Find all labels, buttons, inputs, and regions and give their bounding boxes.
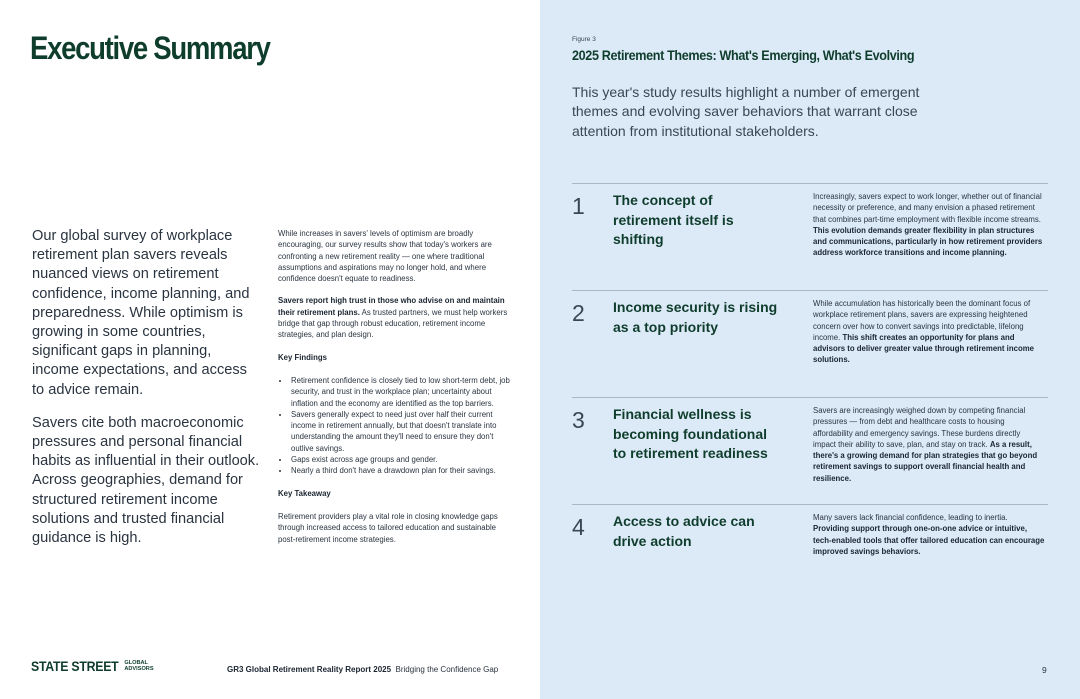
theme-heading: Access to advice can drive action xyxy=(613,513,755,549)
theme-description-bold: This shift creates an opportunity for plans and advisors to deliver greater value through retirement income solutions. xyxy=(813,332,1034,365)
theme-description-text: Many savers lack financial confidence, leading to inertia. xyxy=(813,513,1008,522)
logo-subtext-line-1: GLOBAL xyxy=(124,659,148,666)
theme-row xyxy=(572,290,1048,397)
logo-wordmark: STATE STREET xyxy=(31,658,119,674)
footer-report-subtitle: Bridging the Confidence Gap xyxy=(395,665,499,674)
theme-description-bold: This evolution demands greater flexibility in plan structures and communications, particularly in how retirement providers address workforce transitions and income planning. xyxy=(813,225,1043,258)
theme-description-bold: Providing support through one-on-one advice or intuitive, tech-enabled tools that offer tailored education can encourage improved savings behaviors. xyxy=(813,524,1045,556)
footer-report-name: GR3 Global Retirement Reality Report 2025 xyxy=(227,665,392,674)
key-takeaway-text: Retirement providers play a vital role in closing knowledge gaps through increased access to tailored education and sustainable post-retirement income strategies. xyxy=(278,511,498,544)
theme-number: 4 xyxy=(572,514,585,540)
theme-description-bold: As a result, there's a growing demand for plan strategies that go beyond retirement savings to support overall financial health and resilience. xyxy=(813,439,1038,483)
intro-paragraph-2: Savers cite both macroeconomic pressures and personal financial habits as influential in their outlook. Across geographies, demand for structured retirement income solutions and trusted financial guidance is high. xyxy=(32,414,260,547)
theme-heading: The concept of retirement itself is shifting xyxy=(613,192,734,248)
summary-paragraph-2-bold: Savers report high trust in those who advise on and maintain their retirement plans. xyxy=(278,296,505,317)
theme-row xyxy=(572,504,1048,585)
footer-report-title xyxy=(227,665,498,674)
theme-number: 3 xyxy=(572,407,585,433)
theme-description xyxy=(813,512,1045,557)
summary-column xyxy=(278,228,510,556)
theme-row xyxy=(572,183,1048,290)
finding-item: • Gaps exist across age groups and gender. xyxy=(290,454,510,465)
page-title: Executive Summary xyxy=(30,30,270,66)
theme-number: 1 xyxy=(572,193,585,219)
intro-text xyxy=(32,227,260,562)
theme-description-text: Savers are increasingly weighed down by competing financial pressures — from debt and healthcare costs to housing affordability and emergency savings. These burdens directly impact their ability to save, plan, and stay on track. xyxy=(813,406,1026,449)
summary-paragraph-2-rest: As trusted partners, we must help workers bridge that gap through robust education, retirement income strategies, and plan design. xyxy=(278,307,508,340)
theme-heading: Financial wellness is becoming foundational to retirement readiness xyxy=(613,406,768,462)
key-findings-heading: Key Findings xyxy=(278,352,327,362)
summary-paragraph-2 xyxy=(278,295,510,340)
logo-subtext-line-2: ADVISORS xyxy=(124,666,154,672)
finding-item: • Retirement confidence is closely tied to low short-term debt, job security, and trust in the workplace plan; uncertainty about inflation and the economy are identified as the top barriers. xyxy=(290,375,510,409)
finding-item: • Nearly a third don't have a drawdown plan for their savings. xyxy=(290,465,510,476)
figure-title: 2025 Retirement Themes: What's Emerging, What's Evolving xyxy=(572,47,915,63)
key-findings-list xyxy=(278,375,510,477)
theme-description xyxy=(813,298,1045,366)
theme-description-text: While accumulation has historically been the dominant focus of workplace retirement plans, savers are expressing heightened concern over how to convert savings into predictable, lifelong income. xyxy=(813,299,1031,342)
page-number: 9 xyxy=(1042,665,1047,675)
summary-paragraph-1: While increases in savers' levels of optimism are broadly encouraging, our survey results show that today's workers are confronting a new retirement reality — one where traditional assumptions and aspirations may no longer hold, and where confidence doesn't equate to readiness. xyxy=(278,229,492,284)
theme-row xyxy=(572,397,1048,504)
theme-description xyxy=(813,191,1045,259)
finding-item: • Savers generally expect to need just over half their current income in retirement annually, but that doesn't translate into understanding the amount they'll need to ensure they don't outlive savings. xyxy=(290,409,510,454)
theme-heading: Income security is rising as a top priority xyxy=(613,299,778,335)
state-street-logo xyxy=(31,658,154,674)
figure-intro: This year's study results highlight a number of emergent themes and evolving saver behaviors that warrant close attention from institutional stakeholders. xyxy=(572,84,920,139)
logo-subtext xyxy=(124,660,154,672)
theme-description xyxy=(813,405,1045,484)
key-takeaway-heading: Key Takeaway xyxy=(278,488,331,498)
theme-description-text: Increasingly, savers expect to work longer, whether out of financial necessity or preference, and many envision a phased retirement that combines part-time employment with flexible income streams. xyxy=(813,192,1042,224)
figure-label: Figure 3 xyxy=(572,36,596,43)
intro-paragraph-1: Our global survey of workplace retirement plan savers reveals nuanced views on retirement confidence, income planning, and preparedness. While optimism is growing in some countries, significant gaps in planning, income expectations, and access to advice remain. xyxy=(32,228,250,398)
theme-number: 2 xyxy=(572,300,585,326)
